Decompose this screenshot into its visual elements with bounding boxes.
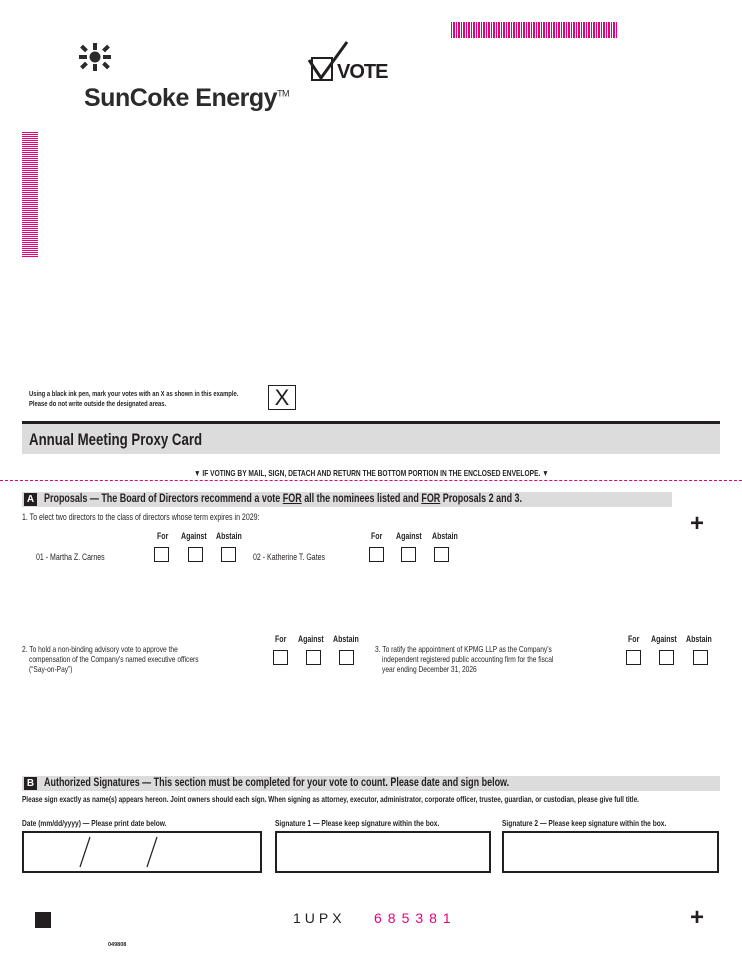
vote-header-abstain: Abstain (216, 531, 242, 541)
vote-header-abstain: Abstain (432, 531, 458, 541)
registration-mark: + (690, 510, 705, 537)
side-barcode (22, 132, 38, 258)
example-mark-box: X (268, 385, 296, 410)
date-separators (70, 835, 170, 869)
proposal-2-abstain-checkbox[interactable] (339, 650, 354, 665)
section-b-instructions: Please sign exactly as name(s) appears hereon. Joint owners should each sign. When signing as attorney, executor, administrator, corporate officer, trustee, guardian, or custodian, please give full title. (22, 794, 639, 804)
proposal-3-against-checkbox[interactable] (659, 650, 674, 665)
vote-header-against: Against (651, 634, 677, 644)
section-a-letter: A (24, 493, 37, 506)
proposal-2-against-checkbox[interactable] (306, 650, 321, 665)
control-number: 685381 (374, 910, 457, 926)
form-code: 1UPX (293, 910, 346, 926)
proposal-3-for-checkbox[interactable] (626, 650, 641, 665)
vote-header-abstain: Abstain (686, 634, 712, 644)
signature-1-field[interactable] (275, 831, 491, 873)
nominee-02-against-checkbox[interactable] (401, 547, 416, 562)
section-b-letter: B (24, 777, 37, 790)
vote-header-for: For (371, 531, 383, 541)
signature-2-label: Signature 2 — Please keep signature within the box. (502, 818, 667, 828)
nominee-01-abstain-checkbox[interactable] (221, 547, 236, 562)
proposal-3-abstain-checkbox[interactable] (693, 650, 708, 665)
nominee-02-for-checkbox[interactable] (369, 547, 384, 562)
signature-2-field[interactable] (502, 831, 719, 873)
suncoke-sun-icon (78, 42, 112, 72)
vote-header-abstain: Abstain (333, 634, 359, 644)
nominee-01-against-checkbox[interactable] (188, 547, 203, 562)
detach-line (0, 480, 742, 481)
area-instruction: Please do not write outside the designated areas. (29, 399, 167, 408)
vote-header-for: For (157, 531, 169, 541)
card-title: Annual Meeting Proxy Card (29, 430, 203, 449)
vote-logo-text: VOTE (337, 61, 388, 83)
vote-header-against: Against (396, 531, 422, 541)
proposal-3-text: 3. To ratify the appointment of KPMG LLP as the Company's independent registered public accounting firm for the fiscal year ending December 31, 2026 (375, 644, 554, 674)
proposal-2-text: 2. To hold a non-binding advisory vote to approve the compensation of the Company's named executive officers (“Say-on-Pay”) (22, 644, 199, 674)
nominee-02: 02 - Katherine T. Gates (253, 552, 326, 562)
top-barcode (451, 22, 618, 38)
signature-1-label: Signature 1 — Please keep signature within the box. (275, 818, 440, 828)
vote-header-for: For (628, 634, 640, 644)
proposal-2-for-checkbox[interactable] (273, 650, 288, 665)
section-a-title: Proposals — The Board of Directors recommend a vote FOR all the nominees listed and FOR Proposals 2 and 3. (44, 493, 523, 505)
proposal-1-text: 1. To elect two directors to the class of directors whose term expires in 2029: (22, 512, 260, 522)
nominee-02-abstain-checkbox[interactable] (434, 547, 449, 562)
section-b-title: Authorized Signatures — This section must be completed for your vote to count. Please date and sign below. (44, 777, 510, 789)
nominee-01: 01 - Martha Z. Carnes (36, 552, 105, 562)
brand-name: SunCoke Energy™ (84, 84, 290, 112)
registration-mark: + (690, 904, 705, 931)
ink-instruction: Using a black ink pen, mark your votes with an X as shown in this example. (29, 389, 239, 398)
corner-square (35, 912, 51, 928)
form-id: 049808 (108, 942, 127, 948)
vote-header-for: For (275, 634, 287, 644)
vote-header-against: Against (181, 531, 207, 541)
vote-header-against: Against (298, 634, 324, 644)
detach-notice: ▼ IF VOTING BY MAIL, SIGN, DETACH AND RETURN THE BOTTOM PORTION IN THE ENCLOSED ENVELOPE. ▼ (193, 468, 549, 478)
date-label: Date (mm/dd/yyyy) — Please print date below. (22, 818, 167, 828)
nominee-01-for-checkbox[interactable] (154, 547, 169, 562)
